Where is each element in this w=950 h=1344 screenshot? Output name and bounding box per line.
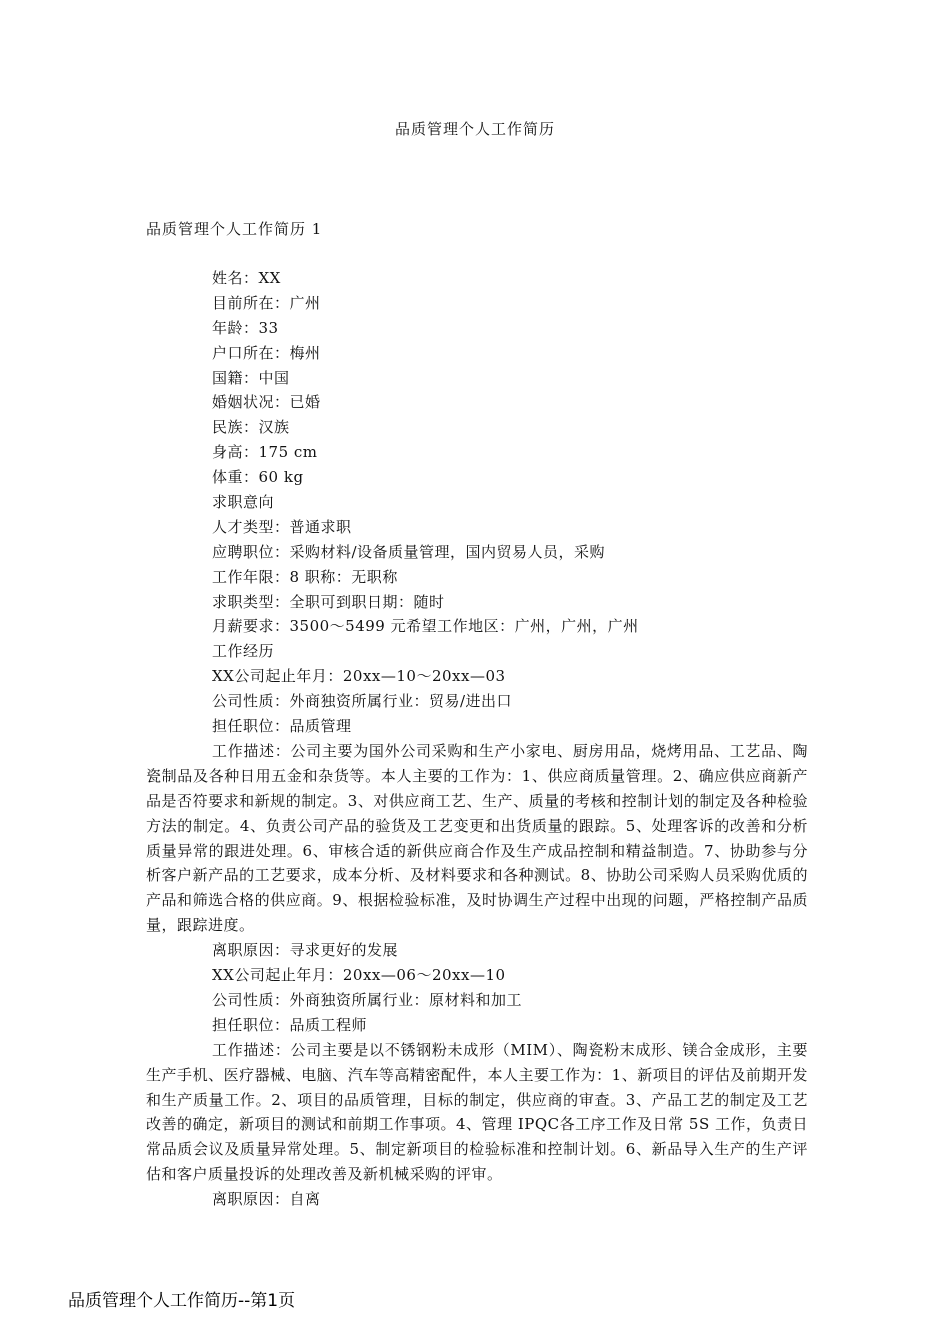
document-title: 品质管理个人工作简历 <box>394 120 555 138</box>
job-1-role: 担任职位：品质管理 <box>212 717 352 736</box>
page-footer: 品质管理个人工作简历--第1页 <box>68 1291 296 1311</box>
resume-body <box>146 266 808 1212</box>
job-1-company-period: XX公司起止年月：20xx—10～20xx—03 <box>212 667 506 686</box>
profile-nationality: 国籍：中国 <box>212 368 290 387</box>
intention-salary-area: 月薪要求：3500～5499 元希望工作地区：广州，广州，广州 <box>212 617 639 636</box>
profile-age: 年龄：33 <box>212 318 279 337</box>
job-2-company-period: XX公司起止年月：20xx—06～20xx—10 <box>212 966 506 985</box>
experience-heading: 工作经历 <box>212 642 275 661</box>
intention-talent-type: 人才类型：普通求职 <box>212 517 352 536</box>
job-2-nature-industry: 公司性质：外商独资所属行业：原材料和加工 <box>212 990 523 1009</box>
intention-years-title: 工作年限：8 职称：无职称 <box>212 567 398 586</box>
intention-heading: 求职意向 <box>212 493 275 512</box>
profile-weight: 体重：60 kg <box>212 468 304 487</box>
profile-ethnicity: 民族：汉族 <box>212 418 290 437</box>
intention-job-type: 求职类型：全职可到职日期：随时 <box>212 592 445 611</box>
profile-name: 姓名：XX <box>212 269 281 287</box>
profile-marital: 婚姻状况：已婚 <box>212 393 321 412</box>
profile-location: 目前所在：广州 <box>212 293 321 312</box>
job-1-description: 工作描述：公司主要为国外公司采购和生产小家电、厨房用品，烧烤用品、工艺品、陶瓷制品及各种日用五金和杂货等。本人主要的工作为：1、供应商质量管理。2、确应供应商新产品是否符要求和新规的制定。3、对供应商工艺、生产、质量的考核和控制计划的制定及各种检验方法的制定。4、负责公司产品的验货及工艺变更和出货质量的跟踪。5、处理客诉的改善和分析质量异常的跟进处理。6、审核合适的新供应商合作及生产成品控制和精益制造。7、协助参与分析客户新产品的工艺要求，成本分析、及材料要求和各种测试。8、协助公司采购人员采购优质的产品和筛选合格的供应商。9、根据检验标准，及时协调生产过程中出现的问题，严格控制产品质量，跟踪进度。 <box>146 741 808 935</box>
job-2-leave-reason: 离职原因：自离 <box>212 1190 321 1209</box>
job-1-leave-reason: 离职原因：寻求更好的发展 <box>212 941 399 960</box>
profile-height: 身高：175 cm <box>212 443 318 462</box>
profile-hukou: 户口所在：梅州 <box>212 343 321 362</box>
job-2-role: 担任职位：品质工程师 <box>212 1015 368 1034</box>
intention-position: 应聘职位：采购材料/设备质量管理，国内贸易人员，采购 <box>212 542 606 561</box>
job-1-nature-industry: 公司性质：外商独资所属行业：贸易/进出口 <box>212 692 513 711</box>
section-title: 品质管理个人工作简历 1 <box>146 220 323 238</box>
job-2-description: 工作描述：公司主要是以不锈钢粉未成形（MIM）、陶瓷粉末成形、镁合金成形，主要生产手机、医疗器械、电脑、汽车等高精密配件，本人主要工作为：1、新项目的评估及前期开发和生产质量工作。2、项目的品质管理，目标的制定，供应商的审查。3、产品工艺的制定及工艺改善的确定，新项目的测试和前期工作事项。4、管理 IPQC各工序工作及日常 5S 工作，负责日常品质会议及质量异常处理。5、制定新项目的检验标准和控制计划。6、新品导入生产的生产评估和客户质量投诉的处理改善及新机械采购的评审。 <box>146 1040 808 1184</box>
